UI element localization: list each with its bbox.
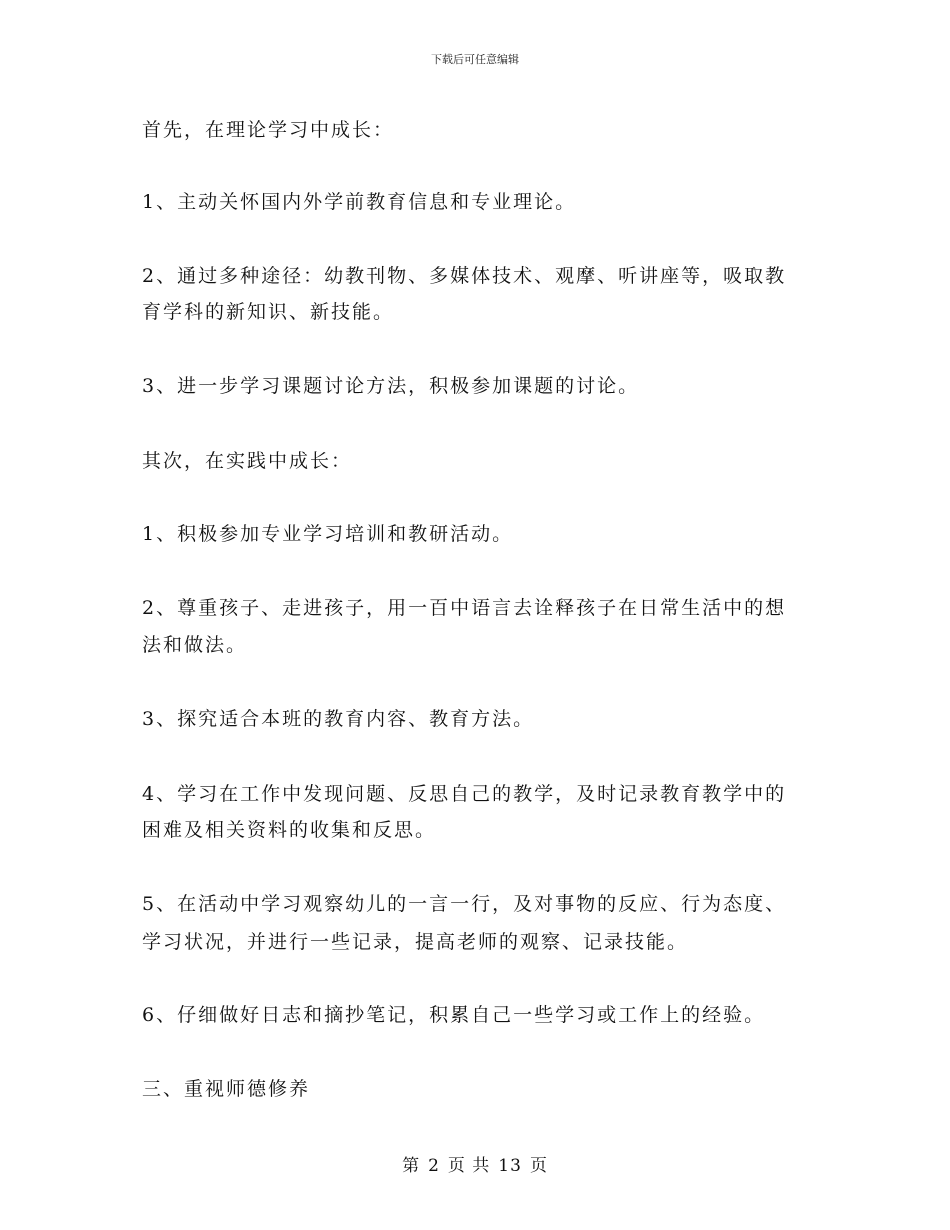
footer-mid: 页 共 [447, 1156, 491, 1176]
paragraph-line: 5、在活动中学习观察幼儿的一言一行，及对事物的反应、行为态度、 [142, 893, 787, 915]
paragraph-line: 3、进一步学习课题讨论方法，积极参加课题的讨论。 [142, 375, 640, 397]
paragraph-line: 法和做法。 [142, 634, 248, 656]
section-heading: 三、重视师德修养 [142, 1078, 311, 1100]
page-footer [0, 1154, 950, 1178]
paragraph-line: 学习状况，并进行一些记录，提高老师的观察、记录技能。 [142, 931, 689, 953]
page-number: 2 [428, 1156, 440, 1176]
paragraph-line: 困难及相关资料的收集和反思。 [142, 819, 437, 841]
paragraph-line: 2、通过多种途径：幼教刊物、多媒体技术、观摩、听讲座等，吸取教 [142, 265, 787, 287]
paragraph-line: 其次，在实践中成长： [142, 450, 353, 472]
paragraph-line: 2、尊重孩子、走进孩子，用一百中语言去诠释孩子在日常生活中的想 [142, 597, 787, 619]
total-pages: 13 [498, 1156, 522, 1176]
paragraph-line: 3、探究适合本班的教育内容、教育方法。 [142, 708, 535, 730]
footer-prefix: 第 [402, 1156, 421, 1176]
paragraph-line: 1、积极参加专业学习培训和教研活动。 [142, 523, 514, 545]
paragraph-line: 1、主动关怀国内外学前教育信息和专业理论。 [142, 191, 577, 213]
paragraph-line: 4、学习在工作中发现问题、反思自己的教学，及时记录教育教学中的 [142, 783, 787, 805]
page-header: 下载后可任意编辑 [431, 53, 519, 66]
paragraph-line: 6、仔细做好日志和摘抄笔记，积累自己一些学习或工作上的经验。 [142, 1004, 766, 1026]
footer-suffix: 页 [529, 1156, 548, 1176]
paragraph-line: 育学科的新知识、新技能。 [142, 301, 395, 323]
paragraph-line: 首先，在理论学习中成长： [142, 119, 395, 141]
